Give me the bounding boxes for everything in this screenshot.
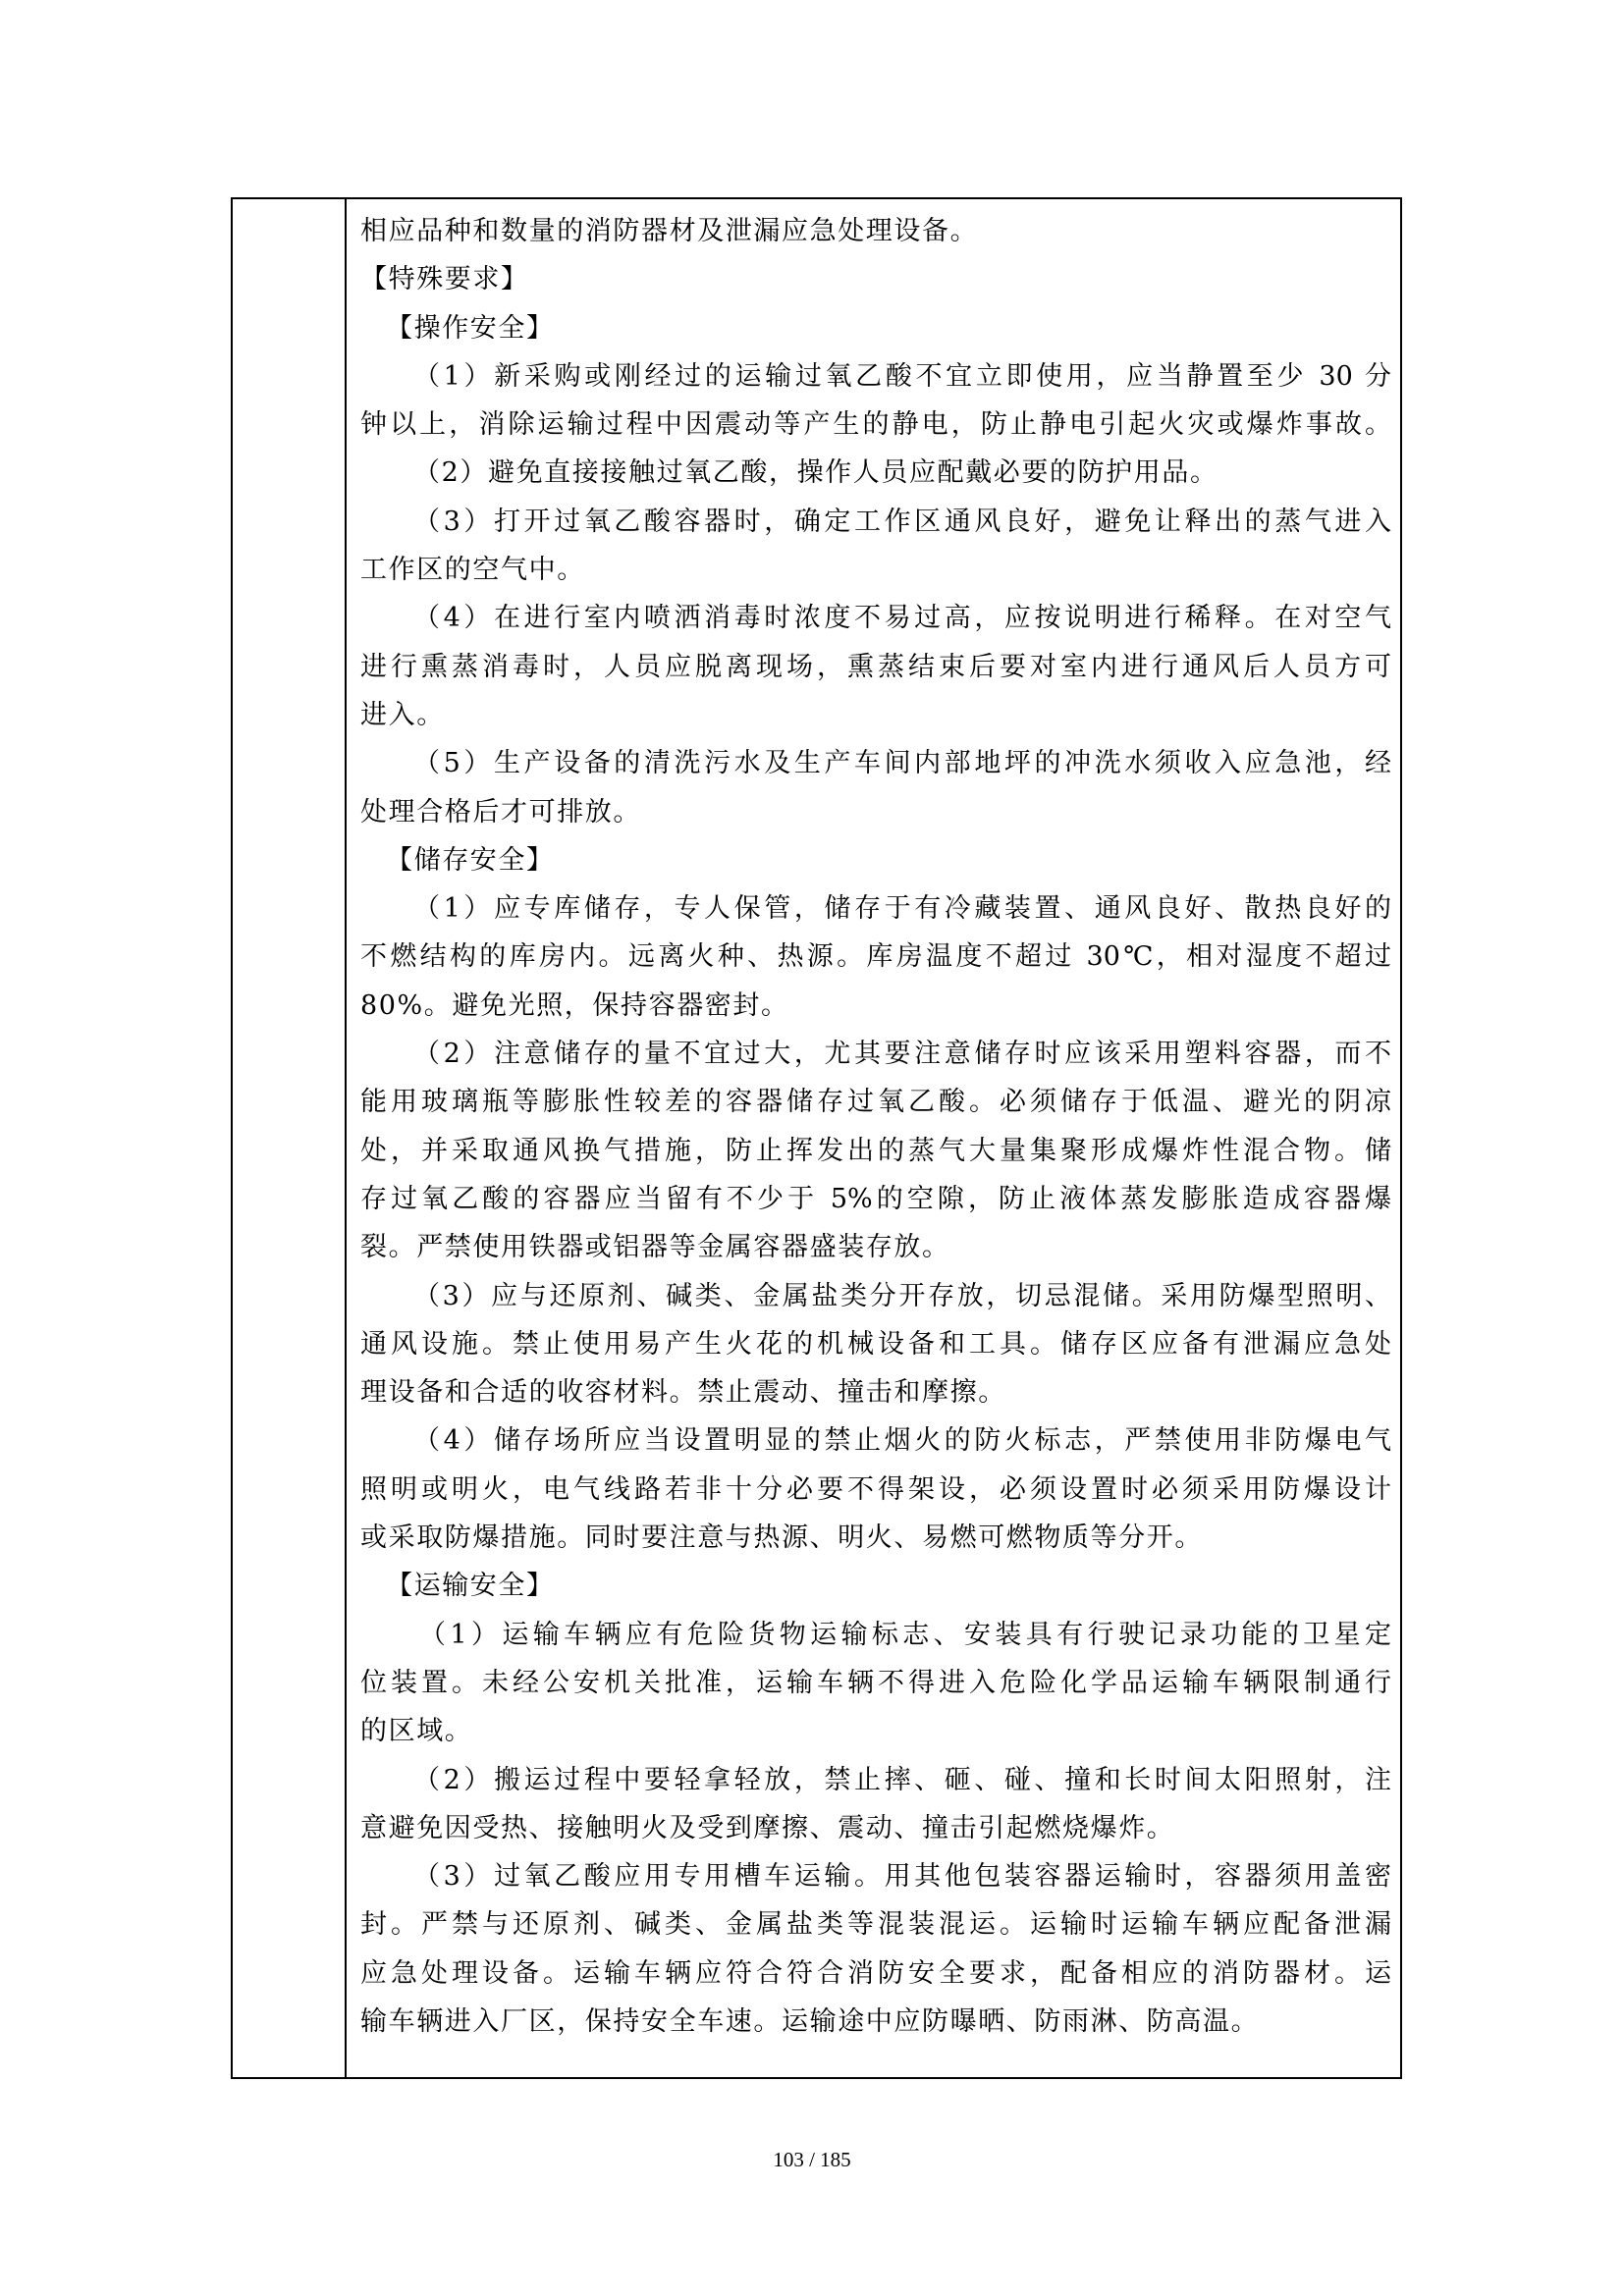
text-line: 工作区的空气中。 — [360, 555, 585, 586]
text-line: 80%。避免光照，保持容器密封。 — [360, 989, 789, 1021]
text-line: 钟以上，消除运输过程中因震动等产生的静电，防止静电引起火灾或爆炸事故。 — [360, 409, 1391, 441]
table-cell-content — [360, 207, 1391, 2046]
text-line: （2）注意储存的量不宜过大，尤其要注意储存时应该采用塑料容器，而不 — [413, 1039, 1391, 1070]
subsection-heading: 【储存安全】 — [386, 844, 555, 876]
text-line: 存过氧乙酸的容器应当留有不少于 5%的空隙，防止液体蒸发膨胀造成容器爆 — [360, 1183, 1391, 1214]
text-line: 进入。 — [360, 699, 445, 730]
text-line: （3）过氧乙酸应用专用槽车运输。用其他包装容器运输时，容器须用盖密 — [413, 1861, 1391, 1893]
page-number: 103 / 185 — [773, 2148, 851, 2171]
subsection-heading: 【操作安全】 — [386, 312, 555, 344]
text-line: 裂。严禁使用铁器或铝器等金属容器盛装存放。 — [360, 1232, 950, 1263]
text-line: 意避免因受热、接触明火及受到摩擦、震动、撞击引起燃烧爆炸。 — [360, 1812, 1175, 1843]
column-divider — [345, 199, 347, 2077]
text-line: 处理合格后才可排放。 — [360, 796, 641, 828]
text-line: （4）在进行室内喷洒消毒时浓度不易过高，应按说明进行稀释。在对空气 — [413, 603, 1391, 634]
text-line: 或采取防爆措施。同时要注意与热源、明火、易燃可燃物质等分开。 — [360, 1522, 1203, 1554]
text-line: 封。严禁与还原剂、碱类、金属盐类等混装混运。运输时运输车辆应配备泄漏 — [360, 1909, 1391, 1941]
text-line: （2）搬运过程中要轻拿轻放，禁止摔、砸、碰、撞和长时间太阳照射，注 — [413, 1764, 1391, 1795]
text-line: 理设备和合适的收容材料。禁止震动、撞击和摩擦。 — [360, 1377, 1006, 1409]
text-line: （2）避免直接接触过氧乙酸，操作人员应配戴必要的防护用品。 — [413, 457, 1218, 489]
text-line: （3）应与还原剂、碱类、金属盐类分开存放，切忌混储。采用防爆型照明、 — [413, 1280, 1391, 1311]
text-line: 应急处理设备。运输车辆应符合符合消防安全要求，配备相应的消防器材。运 — [360, 1957, 1391, 1989]
text-line: （4）储存场所应当设置明显的禁止烟火的防火标志，严禁使用非防爆电气 — [413, 1425, 1391, 1457]
text-line: 进行熏蒸消毒时，人员应脱离现场，熏蒸结束后要对室内进行通风后人员方可 — [360, 651, 1391, 682]
text-line: 的区域。 — [360, 1716, 473, 1747]
content-table — [231, 197, 1402, 2079]
text-line: 输车辆进入厂区，保持安全车速。运输途中应防曝晒、防雨淋、防高温。 — [360, 2005, 1260, 2037]
subsection-heading: 【运输安全】 — [386, 1571, 555, 1602]
text-line: （5）生产设备的清洗污水及生产车间内部地坪的冲洗水须收入应急池，经 — [413, 748, 1391, 779]
section-heading: 【特殊要求】 — [360, 264, 529, 295]
text-line: 能用玻璃瓶等膨胀性较差的容器储存过氧乙酸。必须储存于低温、避光的阴凉 — [360, 1087, 1391, 1118]
text-line: （3）打开过氧乙酸容器时，确定工作区通风良好，避免让释出的蒸气进入 — [413, 506, 1391, 537]
text-line: 不燃结构的库房内。远离火种、热源。库房温度不超过 30℃，相对湿度不超过 — [360, 941, 1391, 973]
text-line: （1）应专库储存，专人保管，储存于有冷藏装置、通风良好、散热良好的 — [413, 893, 1391, 925]
text-line: 通风设施。禁止使用易产生火花的机械设备和工具。储存区应备有泄漏应急处 — [360, 1328, 1391, 1360]
text-line: 处，并采取通风换气措施，防止挥发出的蒸气大量集聚形成爆炸性混合物。储 — [360, 1135, 1391, 1166]
text-line: 相应品种和数量的消防器材及泄漏应急处理设备。 — [360, 216, 979, 246]
text-line: （1）新采购或刚经过的运输过氧乙酸不宜立即使用，应当静置至少 30 分 — [413, 360, 1391, 392]
text-line: 照明或明火，电气线路若非十分必要不得架设，必须设置时必须采用防爆设计 — [360, 1473, 1391, 1505]
text-line: （1）运输车辆应有危险货物运输标志、安装具有行驶记录功能的卫星定 — [419, 1619, 1391, 1650]
text-line: 位装置。未经公安机关批准，运输车辆不得进入危险化学品运输车辆限制通行 — [360, 1667, 1391, 1698]
